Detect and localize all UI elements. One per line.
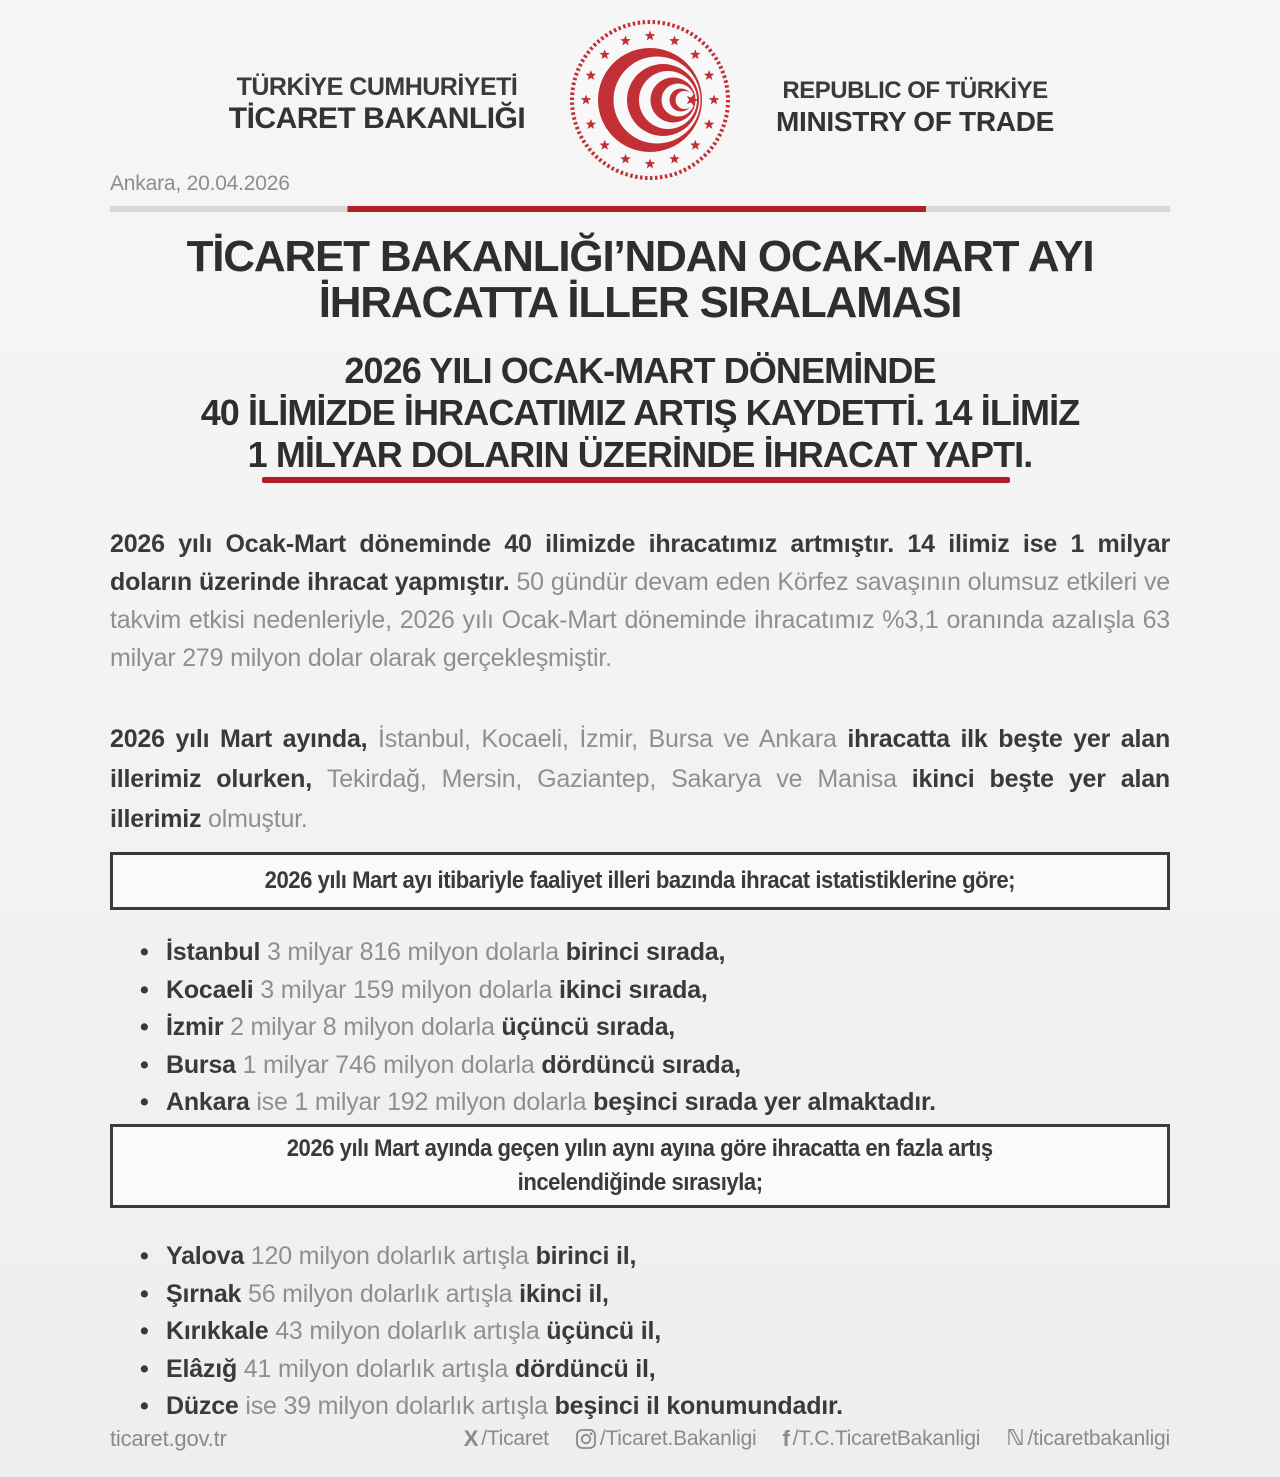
subtitle-underline [262, 477, 1010, 483]
boxed-heading-export-increase [110, 1124, 1170, 1208]
boxed-heading-export-increase-line1: 2026 yılı Mart ayında geçen yılın aynı ayına göre ihracatta en fazla artış [287, 1135, 993, 1162]
header-right-block [722, 76, 1108, 138]
list-item: • Şırnak 56 milyon dolarlık artışla ikinci il, [110, 1276, 1170, 1314]
footer-social-links [464, 1427, 1170, 1451]
header-right-line1: REPUBLIC OF TÜRKİYE [782, 77, 1048, 104]
export-ranking-list [110, 934, 1170, 1122]
x-icon: X [463, 1426, 479, 1451]
list-item: • Elâzığ 41 milyon dolarlık artışla dördüncü il, [110, 1351, 1170, 1389]
list-item: • Yalova 120 milyon dolarlık artışla birinci il, [110, 1238, 1170, 1276]
boxed-heading-export-increase-line2: incelendiğinde sırasıyla; [517, 1169, 763, 1196]
list-item: • Ankara ise 1 milyar 192 milyon dolarla beşinci sırada yer almaktadır. [110, 1084, 1170, 1122]
page-subtitle [0, 350, 1280, 476]
page-title-line2: İHRACATTA İLLER SIRALAMASI [318, 278, 962, 327]
paragraph-top-provinces: 2026 yılı Mart ayında, İstanbul, Kocaeli, İzmir, Bursa ve Ankara ihracatta ilk beşte yer alan illerimiz olurken, Tekirdağ, Mersin, Gaziantep, Sakarya ve Manisa ikinci beşte yer alan illerimiz olmuştur. [110, 725, 1171, 833]
list-item: • Kırıkkale 43 milyon dolarlık artışla üçüncü il, [110, 1313, 1170, 1351]
header-left-line2: TİCARET BAKANLIĞI [228, 102, 526, 135]
list-item: • İzmir 2 milyar 8 milyon dolarla üçüncü sırada, [110, 1009, 1170, 1047]
footer-social-x [464, 1427, 549, 1451]
page-title-line1: TİCARET BAKANLIĞI’NDAN OCAK-MART AYI [186, 232, 1094, 281]
header-left-block [187, 72, 567, 136]
footer-social-instagram [575, 1427, 757, 1451]
page-title [0, 234, 1280, 326]
header-divider-bar [110, 206, 1170, 212]
nsosyal-icon: ℕ [1006, 1426, 1025, 1451]
paragraph-summary: 2026 yılı Ocak-Mart döneminde 40 ilimizde ihracatımız artmıştır. 14 ilimiz ise 1 milyar doların üzerinde ihracat yapmıştır. 50 gündür devam eden Körfez savaşının olumsuz etkileri ve takvim etkisi nedenleriyle, 2026 yılı Ocak-Mart döneminde ihracatımız %3,1 oranında azalışla 63 milyar 279 milyon dolar olarak gerçekleşmiştir. [110, 530, 1170, 672]
facebook-icon: f [782, 1426, 790, 1451]
list-item: • Kocaeli 3 milyar 159 milyon dolarla ikinci sırada, [110, 972, 1170, 1010]
footer-website: ticaret.gov.tr [110, 1426, 227, 1451]
header-right-line2: MINISTRY OF TRADE [775, 106, 1055, 137]
list-item: • Bursa 1 milyar 746 milyon dolarla dördüncü sırada, [110, 1047, 1170, 1085]
instagram-icon [575, 1428, 597, 1450]
export-increase-list [110, 1238, 1170, 1426]
page-subtitle-line2: 40 İLİMİZDE İHRACATIMIZ ARTIŞ KAYDETTİ. 14 İLİMİZ [200, 392, 1080, 433]
footer-social-facebook [783, 1427, 981, 1451]
header-left-line1: TÜRKİYE CUMHURİYETİ [236, 73, 518, 101]
boxed-heading-export-stats-text: 2026 yılı Mart ayı itibariyle faaliyet illeri bazında ihracat istatistiklerine göre; [264, 867, 1016, 894]
page-subtitle-line3: 1 MİLYAR DOLARIN ÜZERİNDE İHRACAT YAPTI. [247, 434, 1033, 475]
dateline: Ankara, 20.04.2026 [110, 172, 290, 195]
list-item: • Düzce ise 39 milyon dolarlık artışla beşinci il konumundadır. [110, 1388, 1170, 1426]
footer-social-facebook-handle: /T.C.TicaretBakanligi [792, 1427, 981, 1450]
boxed-heading-export-increase-text [256, 1132, 1023, 1200]
footer-social-x-handle: /Ticaret [481, 1427, 549, 1450]
boxed-heading-export-stats [110, 852, 1170, 910]
page-subtitle-line1: 2026 YILI OCAK-MART DÖNEMİNDE [344, 350, 936, 391]
ministry-of-trade-emblem-icon [568, 18, 732, 182]
footer-social-nsosyal [1006, 1427, 1170, 1451]
footer-social-instagram-handle: /Ticaret.Bakanligi [599, 1427, 757, 1450]
list-item: • İstanbul 3 milyar 816 milyon dolarla birinci sırada, [110, 934, 1170, 972]
footer [110, 1426, 1170, 1452]
footer-social-nsosyal-handle: /ticaretbakanligi [1027, 1427, 1170, 1450]
